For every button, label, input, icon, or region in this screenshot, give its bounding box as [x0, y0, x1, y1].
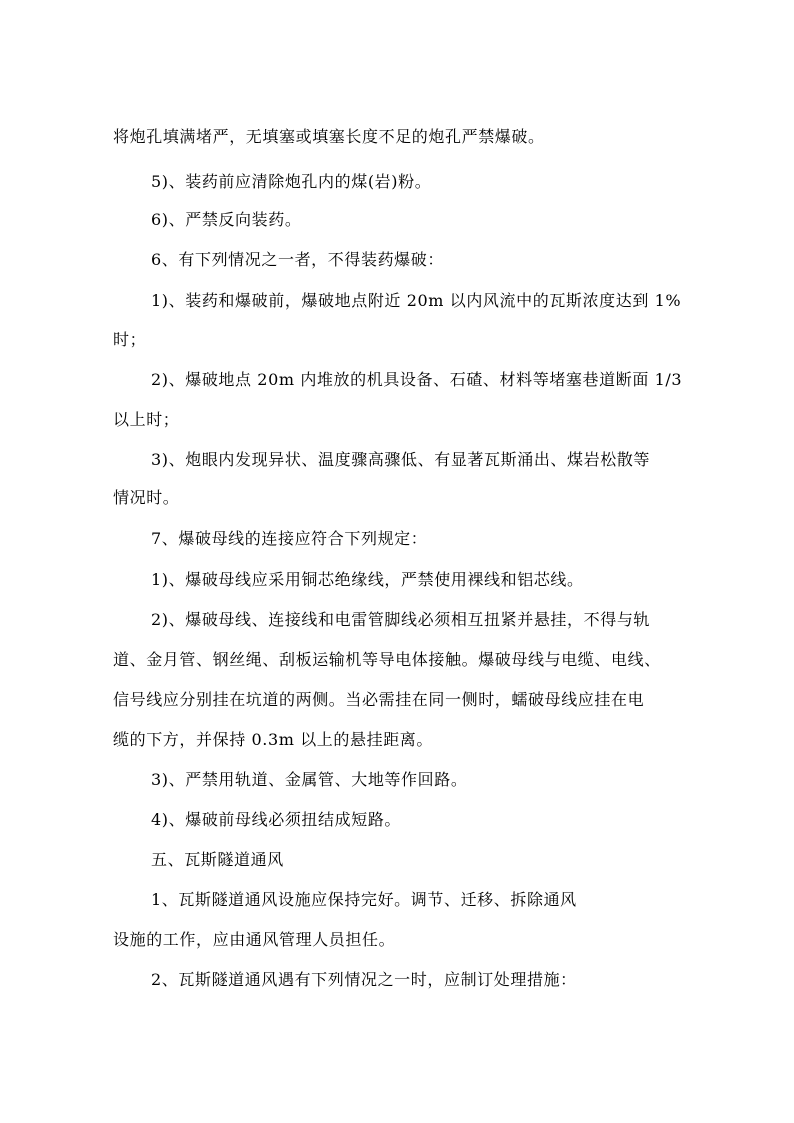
paragraph-line: 设施的工作，应由通风管理人员担任。	[113, 930, 396, 949]
paragraph-line: 缆的下方，并保持 0.3m 以上的悬挂距离。	[113, 730, 433, 749]
section-heading: 五、瓦斯隧道通风	[151, 850, 284, 869]
paragraph-line: 情况时。	[113, 488, 180, 507]
paragraph-line: 信号线应分别挂在坑道的两侧。当必需挂在同一侧时，蠕破母线应挂在电	[113, 690, 645, 709]
paragraph-line: 2)、爆破母线、连接线和电雷管脚线必须相互扭紧并悬挂，不得与轨	[151, 610, 651, 629]
paragraph-line: 将炮孔填满堵严，无填塞或填塞长度不足的炮孔严禁爆破。	[113, 127, 545, 146]
paragraph-line: 时；	[113, 330, 147, 349]
paragraph-line: 1)、爆破母线应采用铜芯绝缘线，严禁使用裸线和铝芯线。	[151, 570, 584, 589]
paragraph-line: 2)、爆破地点 20m 内堆放的机具设备、石碴、材料等堵塞巷道断面 1/3	[151, 370, 683, 389]
paragraph-line: 1)、装药和爆破前，爆破地点附近 20m 以内风流中的瓦斯浓度达到 1%	[151, 291, 682, 310]
paragraph-line: 2、瓦斯隧道通风遇有下列情况之一时，应制订处理措施：	[151, 970, 577, 989]
paragraph-line: 6)、严禁反向装药。	[151, 210, 302, 229]
paragraph-line: 以上时；	[113, 410, 180, 429]
paragraph-line: 3)、炮眼内发现异状、温度骤高骤低、有显著瓦斯涌出、煤岩松散等	[151, 450, 651, 469]
paragraph-line: 6、有下列情况之一者，不得装药爆破：	[151, 250, 444, 269]
paragraph-line: 3)、严禁用轨道、金属管、大地等作回路。	[151, 770, 468, 789]
section-heading: 7、爆破母线的连接应符合下列规定：	[151, 529, 428, 548]
paragraph-line: 道、金月管、钢丝绳、刮板运输机等导电体接触。爆破母线与电缆、电线、	[113, 650, 661, 669]
paragraph-line: 4)、爆破前母线必须扭结成短路。	[151, 810, 402, 829]
paragraph-line: 1、瓦斯隧道通风设施应保持完好。调节、迁移、拆除通风	[151, 890, 577, 909]
paragraph-line: 5)、装药前应清除炮孔内的煤(岩)粉。	[151, 172, 432, 191]
